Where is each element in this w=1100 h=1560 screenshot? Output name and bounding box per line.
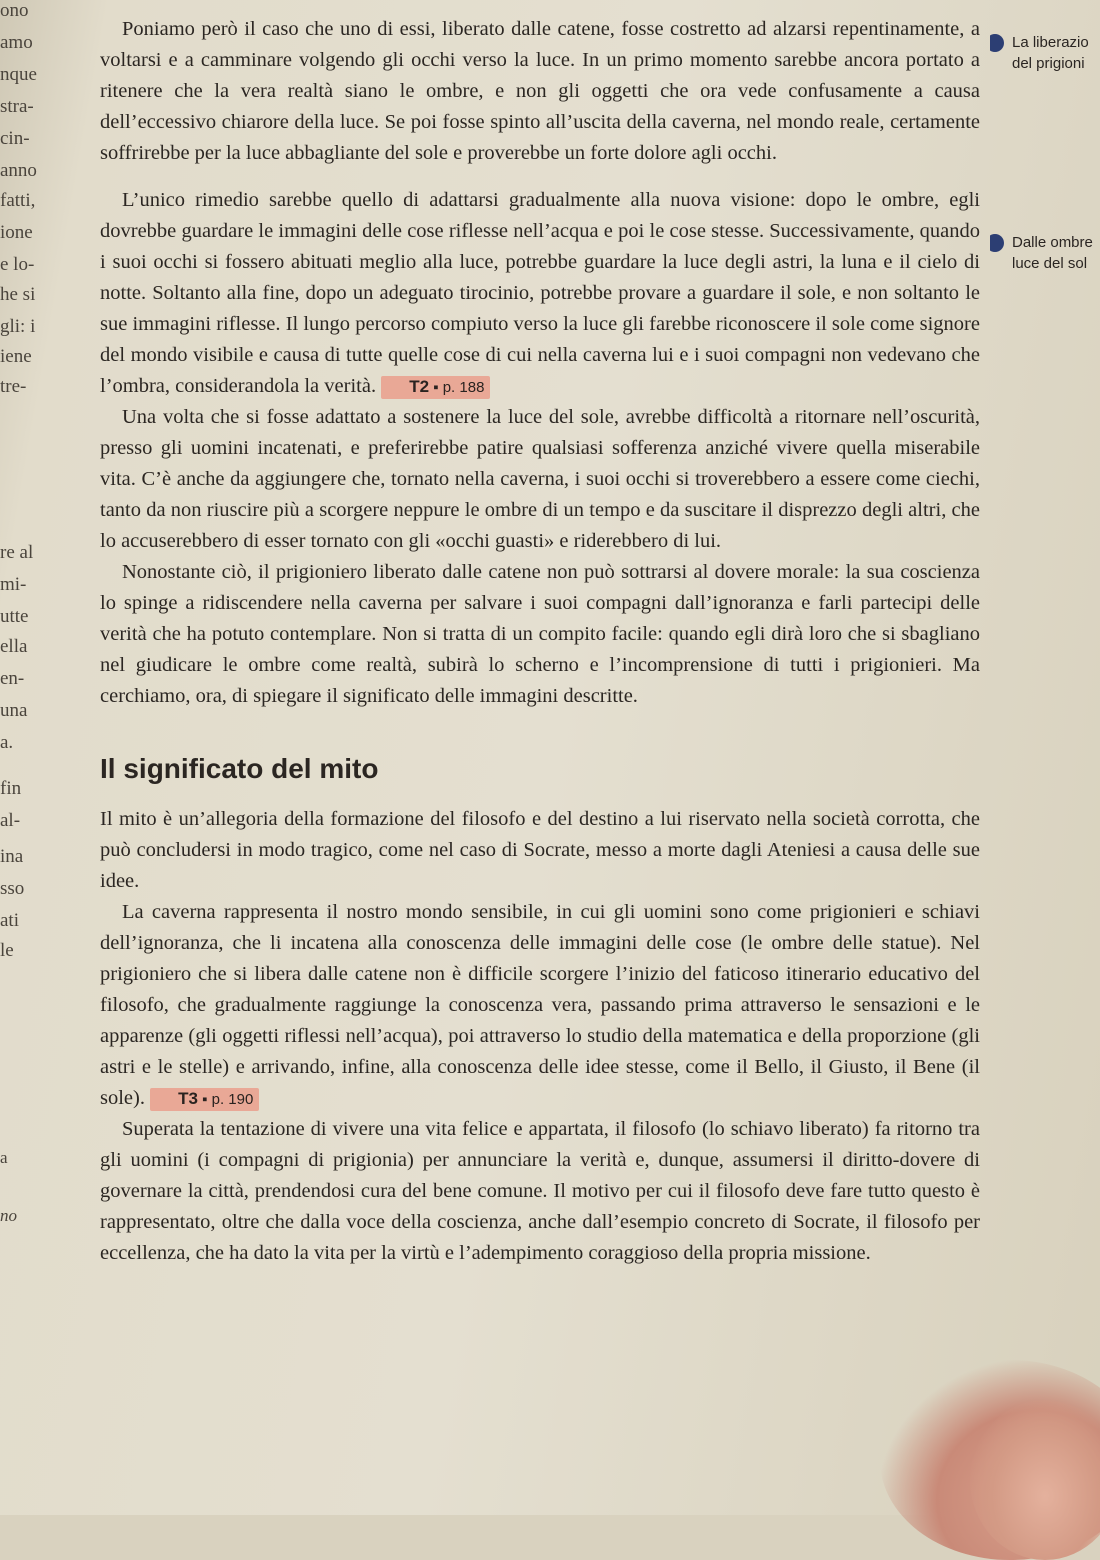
paragraph: Poniamo però il caso che uno di essi, liberato dalle catene, fosse costretto ad alzarsi repentinamente, a voltarsi e a camminare volgendo gli occhi verso la luce. In un primo momento sarebbe ancora portato a ritenere che la vera realtà siano le ombre, e non gli oggetti che ora vede confusamente a causa dell’eccessivo chiarore della luce. Se poi fosse spinto all’uscita della caverna, nel mondo reale, certamente soffrirebbe per la luce abbagliante del sole e proverebbe un forte dolore agli occhi. — [100, 18, 980, 164]
margin-fragment: le — [0, 940, 14, 961]
sidenote-line: del prigioni — [1012, 55, 1085, 72]
ref-page: p. 190 — [211, 1091, 254, 1108]
cross-reference-badge[interactable]: T2 ▪ p. 188 — [381, 376, 490, 399]
margin-fragment: iene — [0, 346, 32, 367]
sidenote-line: luce del sol — [1012, 255, 1088, 272]
paragraph: Il mito è un’allegoria della formazione del filosofo e del destino a lui riservato nella società corrotta, che può concludersi in modo tragico, come nel caso di Socrate, messo a morte dagli Ateniesi a causa delle sue idee. — [100, 808, 980, 892]
margin-fragment: ina — [0, 846, 24, 867]
margin-fragment: gli: i — [0, 316, 36, 337]
paragraph-text: La caverna rappresenta il nostro mondo sensibile, in cui gli uomini sono come prigionieri e schiavi dell’ignoranza, che li incatena alla conoscenza delle immagini delle cose (le ombre delle statue). Nel prigioniero che si libera dalle catene non è difficile scorgere l’inizio del faticoso itinerario educativo del filosofo, che gradualmente raggiunge la conoscenza vera, passando prima attraverso le sensazioni e le apparenze (gli oggetti riflessi nell’acqua), poi attraverso lo studio della matematica e della proporzione (gli astri e le stelle) e arrivando, infine, alla conoscenza delle idee stesse, come il Bello, il Giusto, il Bene (il sole). — [100, 901, 980, 1109]
paragraph-text: L’unico rimedio sarebbe quello di adattarsi gradualmente alla nuova visione: dopo le ombre, egli dovrebbe guardare le immagini delle cose riflesse nell’acqua e poi le cose stesse. Successivamente, quando i suoi occhi si fossero abituati meglio alla luce, potrebbe guardare la luce degli astri, la luna e il cielo di notte. Soltanto alla fine, dopo un adeguato tirocinio, potrebbe provare a guardare il sole, e non soltanto le sue immagini riflesse. Il lungo percorso compiuto verso la luce gli farebbe riconoscere il sole come signore del mondo visibile e causa di tutte quelle cose di cui nella caverna lui e i suoi compagni non vedevano che l’ombra, considerandola la verità. — [100, 189, 980, 397]
paragraph — [100, 897, 980, 1114]
margin-fragment: a. — [0, 732, 14, 753]
margin-fragment: nque — [0, 64, 37, 85]
margin-fragment: en- — [0, 668, 25, 689]
sidenote-liberazione — [990, 32, 1100, 74]
margin-fragment: stra- — [0, 96, 34, 117]
main-text-column — [100, 14, 980, 1269]
margin-fragment: mi- — [0, 574, 27, 595]
margin-fragment: ati — [0, 910, 19, 931]
margin-fragment: una — [0, 700, 28, 721]
margin-fragment: al- — [0, 810, 21, 831]
paragraph: Una volta che si fosse adattato a sostenere la luce del sole, avrebbe difficoltà a ritornare nell’oscurità, presso gli uomini incatenati, e preferirebbe patire qualsiasi sofferenza anziché vivere quella miserabile vita. C’è anche da aggiungere che, tornato nella caverna, i suoi occhi si troverebbero a essere come ciechi, tanto da non riuscire più a scorgere neppure le ombre di un tempo e da suscitare il disprezzo degli altri, che lo accuserebbero di esser tornato con gli «occhi guasti» e riderebbero di lui. — [100, 406, 980, 552]
sidenote-line: La liberazio — [1012, 34, 1089, 51]
margin-fragment: utte — [0, 606, 29, 627]
margin-fragment: he si — [0, 284, 36, 305]
cross-reference-badge[interactable]: T3 ▪ p. 190 — [150, 1088, 259, 1111]
ref-code: T3 — [178, 1089, 198, 1108]
ref-code: T2 — [409, 377, 430, 396]
margin-fragment: e lo- — [0, 254, 35, 275]
paragraph: Superata la tentazione di vivere una vita felice e appartata, il filosofo (lo schiavo liberato) fa ritorno tra gli uomini (i compagni di prigionia) per annunciare la verità e, dunque, assumersi il diritto-dovere di governare la città, prendendosi cura del bene comune. Il motivo per cui il filosofo deve fare tutto questo è rappresentato, oltre che dalla voce della coscienza, anche dall’esempio concreto di Socrate, il filosofo per eccellenza, che ha dato la vita per la virtù e l’adempimento coraggioso della propria missione. — [100, 1118, 980, 1264]
ref-page: p. 188 — [442, 379, 485, 396]
margin-fragment: a — [0, 1148, 8, 1167]
section-title: Il significato del mito — [100, 753, 379, 784]
margin-fragment: ella — [0, 636, 28, 657]
margin-fragment: fatti, — [0, 190, 36, 211]
margin-fragment: ono — [0, 0, 29, 21]
margin-fragment: sso — [0, 878, 25, 899]
margin-fragment: tre- — [0, 376, 27, 397]
margin-fragment: fin — [0, 778, 22, 799]
paragraph: Nonostante ciò, il prigioniero liberato dalle catene non può sottrarsi al dovere morale: la sua coscienza lo spinge a ridiscendere nella caverna per salvare i suoi compagni dall’ignoranza e farli partecipi delle verità che ha potuto contemplare. Non si tratta di un compito facile: quando egli dirà loro che si sbagliano nel giudicare le ombre come realtà, subirà lo scherno e l’incomprensione di tutti i prigionieri. Ma cerchiamo, ora, di spiegare il significato delle immagini descritte. — [100, 561, 980, 707]
margin-fragment: no — [0, 1206, 17, 1225]
sidenote-line: Dalle ombre — [1012, 234, 1093, 251]
margin-fragment: amo — [0, 32, 33, 53]
margin-fragment: cin- — [0, 128, 30, 149]
margin-fragment: ione — [0, 222, 33, 243]
margin-fragment: anno — [0, 160, 37, 181]
left-page-margin-fragments — [0, 0, 80, 1000]
sidenote-dalle-ombre — [990, 232, 1100, 274]
margin-fragment: re al — [0, 542, 34, 563]
paragraph — [100, 185, 980, 402]
